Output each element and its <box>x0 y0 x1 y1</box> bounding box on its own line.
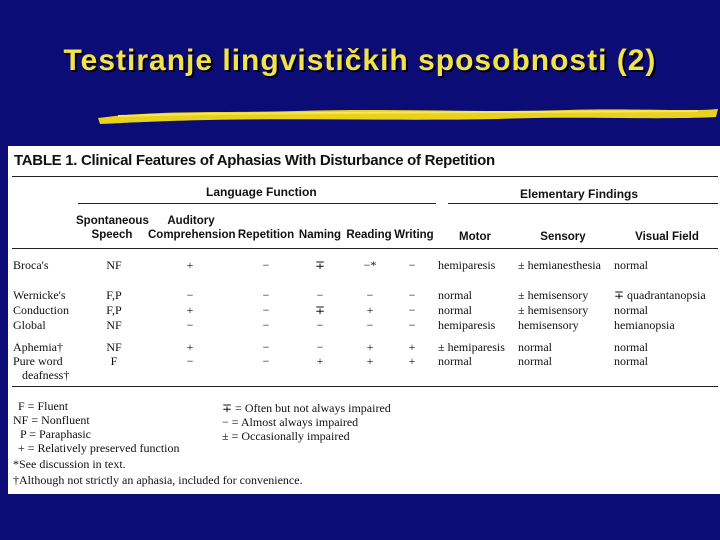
cell-reading: − <box>366 288 374 302</box>
cell-repetition: − <box>262 303 270 317</box>
cell-naming: − <box>316 288 324 302</box>
cell-sensory: ± hemisensory <box>518 288 589 302</box>
legend-occasionally: ± = Occasionally impaired <box>222 429 350 443</box>
cell-speech: F,P <box>106 303 122 317</box>
table-caption: TABLE 1. Clinical Features of Aphasias With Disturbance of Repetition <box>14 152 495 169</box>
col-header-writing: Writing <box>394 229 434 241</box>
cell-visual-field: normal <box>614 258 648 272</box>
legend-preserved: + = Relatively preserved function <box>18 441 180 455</box>
col-header-spontaneous: Spontaneous <box>76 215 149 227</box>
row-name: Wernicke's <box>13 288 66 302</box>
slide-title: Testiranje lingvističkih sposobnosti (2) <box>63 44 657 77</box>
col-header-auditory: Auditory <box>167 215 215 227</box>
cell-repetition: − <box>262 354 270 368</box>
header-rule <box>12 248 718 249</box>
cell-writing: + <box>408 354 416 368</box>
row-name: Aphemia† <box>13 340 63 354</box>
language-group-rule <box>78 203 436 204</box>
cell-naming: ∓ <box>314 258 326 272</box>
yellow-brush-stroke <box>98 104 718 126</box>
cell-repetition: − <box>262 288 270 302</box>
cell-comprehension: − <box>186 354 194 368</box>
cell-comprehension: + <box>186 303 194 317</box>
cell-speech: NF <box>106 340 122 354</box>
cell-visual-field: normal <box>614 303 648 317</box>
cell-naming: ∓ <box>314 303 326 317</box>
col-header-motor: Motor <box>459 231 491 243</box>
legend-fluent: F = Fluent <box>18 399 69 413</box>
cell-visual-field: normal <box>614 340 648 354</box>
row-name: Broca's <box>13 258 49 272</box>
row-name-continuation: deafness† <box>22 368 70 382</box>
col-header-repetition: Repetition <box>237 229 295 241</box>
cell-reading: − <box>366 318 374 332</box>
cell-visual-field: ∓ quadrantanopsia <box>614 288 706 302</box>
legend-almost-always: − = Almost always impaired <box>222 415 359 429</box>
cell-motor: hemiparesis <box>438 258 496 272</box>
cell-reading: + <box>366 303 374 317</box>
cell-sensory: ± hemisensory <box>518 303 589 317</box>
cell-sensory: hemisensory <box>518 318 579 332</box>
col-header-speech: Speech <box>91 229 133 241</box>
cell-reading: + <box>366 354 374 368</box>
cell-comprehension: + <box>186 258 194 272</box>
col-header-naming: Naming <box>298 229 342 241</box>
footnote-asterisk: *See discussion in text. <box>13 457 126 471</box>
cell-comprehension: + <box>186 340 194 354</box>
col-header-visual-field: Visual Field <box>635 231 699 243</box>
cell-reading: −* <box>363 258 377 272</box>
cell-sensory: normal <box>518 354 552 368</box>
cell-repetition: − <box>262 258 270 272</box>
cell-speech: F,P <box>106 288 122 302</box>
cell-motor: normal <box>438 354 472 368</box>
cell-motor: hemiparesis <box>438 318 496 332</box>
cell-visual-field: hemianopsia <box>614 318 675 332</box>
cell-reading: + <box>366 340 374 354</box>
legend-often-impaired: ∓ = Often but not always impaired <box>222 401 391 415</box>
table-bottom-rule <box>12 386 718 387</box>
group-header-elementary: Elementary Findings <box>520 187 639 201</box>
cell-speech: NF <box>106 258 122 272</box>
scanned-table-document <box>8 146 720 494</box>
col-header-comprehension: Comprehension <box>148 229 236 241</box>
cell-repetition: − <box>262 340 270 354</box>
col-header-sensory: Sensory <box>540 231 586 243</box>
cell-naming: + <box>316 354 324 368</box>
cell-writing: + <box>408 340 416 354</box>
cell-comprehension: − <box>186 288 194 302</box>
legend-nonfluent: NF = Nonfluent <box>13 413 90 427</box>
cell-writing: − <box>408 258 416 272</box>
cell-motor: normal <box>438 288 472 302</box>
cell-writing: − <box>408 318 416 332</box>
cell-comprehension: − <box>186 318 194 332</box>
row-name: Conduction <box>13 303 69 317</box>
col-header-reading: Reading <box>346 229 392 241</box>
cell-naming: − <box>316 340 324 354</box>
top-rule <box>12 176 718 177</box>
cell-writing: − <box>408 303 416 317</box>
row-name: Pure word <box>13 354 63 368</box>
cell-motor: normal <box>438 303 472 317</box>
cell-repetition: − <box>262 318 270 332</box>
cell-speech: NF <box>106 318 122 332</box>
cell-sensory: normal <box>518 340 552 354</box>
cell-motor: ± hemiparesis <box>438 340 505 354</box>
group-header-language: Language Function <box>206 185 317 199</box>
cell-writing: − <box>408 288 416 302</box>
cell-naming: − <box>316 318 324 332</box>
cell-sensory: ± hemianesthesia <box>518 258 601 272</box>
cell-speech: F <box>110 354 118 368</box>
elementary-group-rule <box>448 203 718 204</box>
cell-visual-field: normal <box>614 354 648 368</box>
row-name: Global <box>13 318 46 332</box>
legend-paraphasic: P = Paraphasic <box>20 427 91 441</box>
footnote-dagger: †Although not strictly an aphasia, included for convenience. <box>13 473 303 487</box>
